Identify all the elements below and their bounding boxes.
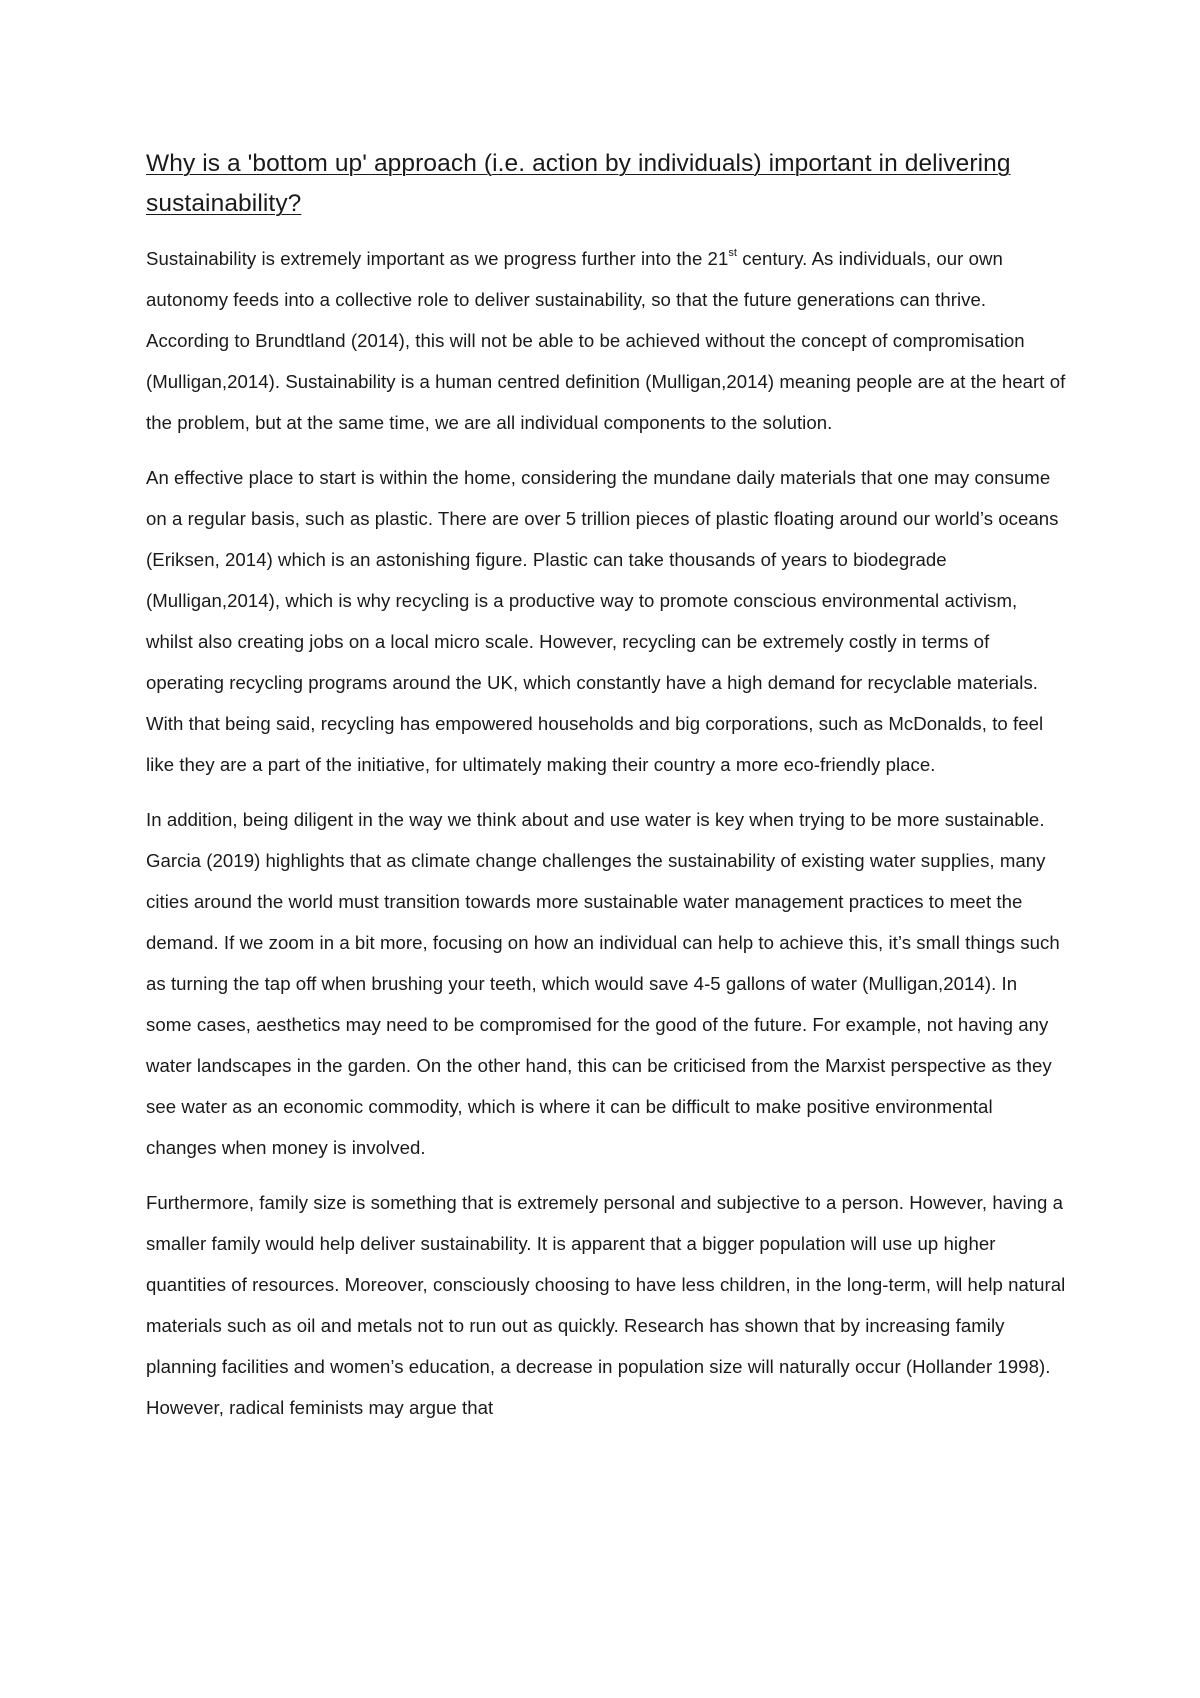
paragraph-intro-text-start: Sustainability is extremely important as we progress further into the 21 bbox=[146, 248, 729, 269]
paragraph-intro bbox=[146, 238, 1066, 443]
paragraph-family-size: Furthermore, family size is something that is extremely personal and subjective to a person. However, having a smaller family would help deliver sustainability. It is apparent that a bigger population will use up higher quantities of resources. Moreover, consciously choosing to have less children, in the long-term, will help natural materials such as oil and metals not to run out as quickly. Research has shown that by increasing family planning facilities and women’s education, a decrease in population size will naturally occur (Hollander 1998). However, radical feminists may argue that bbox=[146, 1192, 1066, 1418]
document-title: Why is a 'bottom up' approach (i.e. action by individuals) important in delivering sustainability? bbox=[146, 150, 1011, 217]
paragraph-water: In addition, being diligent in the way we think about and use water is key when trying to be more sustainable. Garcia (2019) highlights that as climate change challenges the sustainability of existing water supplies, many cities around the world must transition towards more sustainable water management practices to meet the demand. If we zoom in a bit more, focusing on how an individual can help to achieve this, it’s small things such as turning the tap off when brushing your teeth, which would save 4-5 gallons of water (Mulligan,2014). In some cases, aesthetics may need to be compromised for the good of the future. For example, not having any water landscapes in the garden. On the other hand, this can be criticised from the Marxist perspective as they see water as an economic commodity, which is where it can be difficult to make positive environmental changes when money is involved. bbox=[146, 809, 1060, 1158]
paragraph-plastic: An effective place to start is within the home, considering the mundane daily materials that one may consume on a regular basis, such as plastic. There are over 5 trillion pieces of plastic floating around our world’s oceans (Eriksen, 2014) which is an astonishing figure. Plastic can take thousands of years to biodegrade (Mulligan,2014), which is why recycling is a productive way to promote conscious environmental activism, whilst also creating jobs on a local micro scale. However, recycling can be extremely costly in terms of operating recycling programs around the UK, which constantly have a high demand for recyclable materials. With that being said, recycling has empowered households and big corporations, such as McDonalds, to feel like they are a part of the initiative, for ultimately making their country a more eco-friendly place. bbox=[146, 467, 1059, 775]
document-body bbox=[146, 144, 1066, 1442]
paragraph-intro-text-end: century. As individuals, our own autonomy feeds into a collective role to deliver sustainability, so that the future generations can thrive. According to Brundtland (2014), this will not be able to be achieved without the concept of compromisation (Mulligan,2014). Sustainability is a human centred definition (Mulligan,2014) meaning people are at the heart of the problem, but at the same time, we are all individual components to the solution. bbox=[146, 248, 1066, 433]
ordinal-superscript: st bbox=[728, 246, 737, 259]
